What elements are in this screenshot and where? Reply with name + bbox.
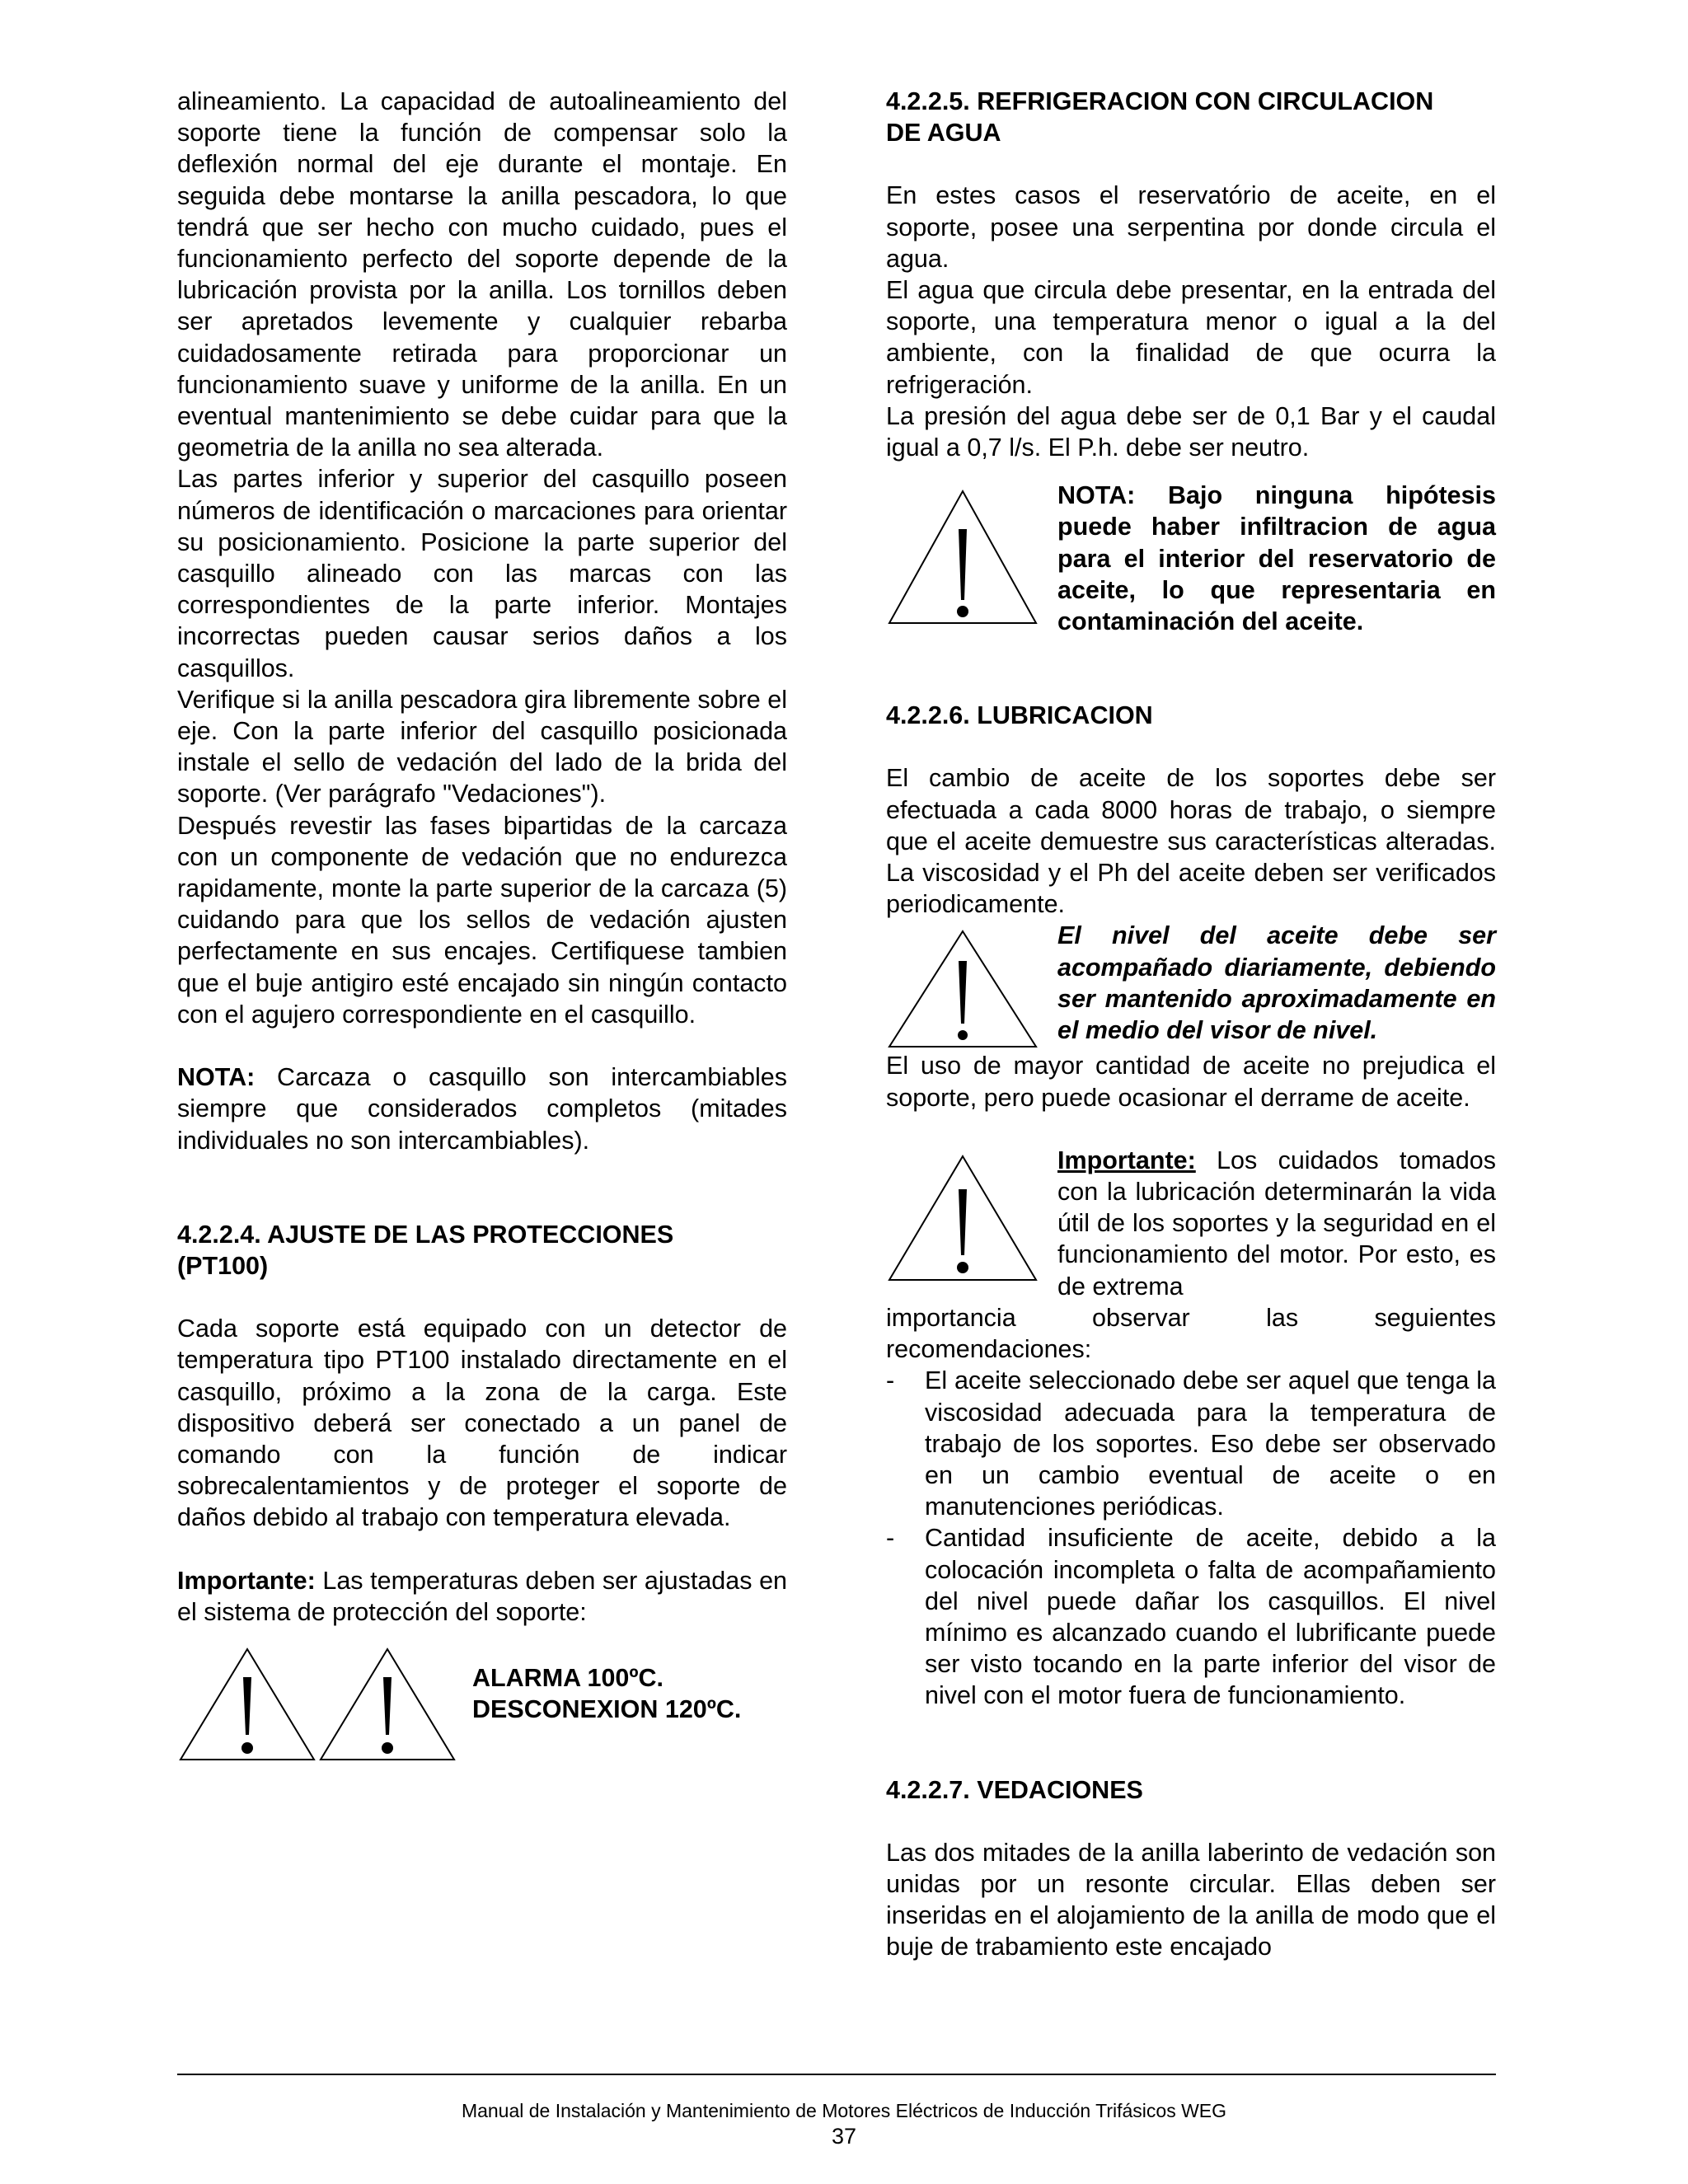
- nota-text: Carcaza o casquillo son intercambiables siempre que considerados completos (mitades individuales no son intercambiables).: [177, 1063, 787, 1155]
- left-column: [177, 86, 787, 1763]
- importante-text-right: Los cuidados tomados con la lubricación determinarán la vida útil de los soportes y la seguridad en el funcionamiento del motor. Por esto, es de extrema: [1057, 1146, 1496, 1301]
- importante-label-right: Importante:: [1057, 1146, 1196, 1174]
- footer-title: Manual de Instalación y Mantenimiento de Motores Eléctricos de Inducción Trifásicos WEG: [461, 2100, 1227, 2121]
- alarma-setting: ALARMA 100ºC.: [472, 1663, 664, 1692]
- paragraph-cambio-aceite: El cambio de aceite de los soportes debe ser efectuada a cada 8000 horas de trabajo, o siempre que el aceite demuestre sus características alteradas. La viscosidad y el Ph del aceite deben ser verificados periodicamente.: [886, 764, 1496, 919]
- list-item: [886, 1365, 1496, 1522]
- paragraph-serpentina: En estes casos el reservatório de aceite, en el soporte, posee una serpentina por donde circula el agua.: [886, 181, 1496, 273]
- paragraph-anilla-pescadora: Verifique si la anilla pescadora gira libremente sobre el eje. Con la parte inferior del casquillo posicionada instale el sello de vedación del lado de la brida del soporte. (Ver parágrafo "Vedaciones").: [177, 685, 787, 808]
- nota-agua-block: [886, 480, 1496, 637]
- importante-text: Las temperaturas deben ser ajustadas en el sistema de protección del soporte:: [177, 1566, 787, 1626]
- paragraph-pt100: Cada soporte está equipado con un detector de temperatura tipo PT100 instalado directamente en el casquillo, próximo a la zona de la carga. Este dispositivo deberá ser conectado a un panel de comando con la función de indicar sobrecalentamientos y de proteger el soporte de daños debido al trabajo con temperatura elevada.: [177, 1315, 787, 1532]
- nota-infiltracion: NOTA: Bajo ninguna hipótesis puede haber infiltracion de agua para el interior del reservatorio de aceite, lo que representaria en contaminación del aceite.: [1057, 481, 1496, 636]
- heading-4227: 4.2.2.7. VEDACIONES: [886, 1775, 1143, 1804]
- warning-triangle-icon: [177, 1646, 317, 1763]
- nota-intercambiables: [177, 1062, 787, 1156]
- list-item: [886, 1522, 1496, 1711]
- nota-label: NOTA:: [177, 1063, 256, 1092]
- warning-triangle-icon: [886, 486, 1039, 626]
- paragraph-mayor-cantidad: El uso de mayor cantidad de aceite no prejudica el soporte, pero puede ocasionar el derrame de aceite.: [886, 1052, 1496, 1112]
- bullet-cantidad-insuficiente: Cantidad insuficiente de aceite, debido a la colocación incompleta o falta de acompañamiento del nivel puede dañar los casquillos. El nivel mínimo es alcanzado cuando el lubrificante puede ser visto tocando en la parte inferior del visor de nivel con el motor fuera de funcionamiento.: [925, 1524, 1496, 1710]
- paragraph-agua-temperatura: El agua que circula debe presentar, en la entrada del soporte, una temperatura menor o igual a la del ambiente, con la finalidad de que ocurra la refrigeración.: [886, 276, 1496, 399]
- paragraph-vedaciones: Las dos mitades de la anilla laberinto de vedación son unidas por un resonte circular. Ellas deben ser inseridas en el alojamiento de la anilla de modo que el buje de trabamiento este encajado: [886, 1838, 1496, 1961]
- nivel-block: [886, 920, 1496, 1050]
- importante-temperaturas: [177, 1565, 787, 1628]
- dash-marker: -: [886, 1524, 895, 1553]
- nota-nivel-aceite: El nivel del aceite debe ser acompañado diariamente, debiendo ser mantenido aproximadamente en el medio del visor de nivel.: [1057, 921, 1496, 1045]
- desconexion-setting: DESCONEXION 120ºC.: [472, 1695, 742, 1724]
- paragraph-carcaza: Después revestir las fases bipartidas de la carcaza con un componente de vedación que no endurezca rapidamente, monte la parte superior de la carcaza (5) cuidando para que los sellos de vedación ajusten perfectamente en sus encajes. Certifiquese tambien que el buje antigiro esté encajado sin ningún contacto con el agujero correspondiente en el casquillo.: [177, 811, 787, 1029]
- paragraph-autoalineamiento: alineamiento. La capacidad de autoalineamiento del soporte tiene la función de compensar solo la deflexión normal del eje durante el montaje. En seguida debe montarse la anilla pescadora, lo que tendrá que ser hecho con mucho cuidado, pues el funcionamiento perfecto del soporte depende de la lubricación provista por la anilla. Los tornillos deben ser apretados levemente y cualquier rebarba cuidadosamente retirada para proporcionar un funcionamiento suave y uniforme de la anilla. En un eventual mantenimiento se debe cuidar para que la geometria de la anilla no sea alterada.: [177, 87, 787, 462]
- heading-4224: 4.2.2.4. AJUSTE DE LAS PROTECCIONES (PT100): [177, 1220, 674, 1280]
- dash-marker: -: [886, 1366, 895, 1395]
- warning-triangle-icon: [886, 1151, 1039, 1283]
- page-number: 37: [831, 2124, 857, 2149]
- importante-lubricacion: [1057, 1145, 1496, 1302]
- heading-4226: 4.2.2.6. LUBRICACION: [886, 701, 1153, 730]
- heading-4225: 4.2.2.5. REFRIGERACION CON CIRCULACION DE AGUA: [886, 87, 1434, 148]
- right-column: [886, 86, 1496, 1963]
- bullet-viscosidad: El aceite seleccionado debe ser aquel que tenga la viscosidad adecuada para la temperatura de trabajo de los soportes. Eso debe ser observado en un cambio eventual de aceite o en manutenciones periódicas.: [925, 1366, 1496, 1521]
- paragraph-partes-casquillo: Las partes inferior y superior del casquillo poseen números de identificación o marcaciones para orientar su posicionamiento. Posicione la parte superior del casquillo alineado con las marcas con las correspondientes de la parte inferior. Montajes incorrectas pueden causar serios daños a los casquillos.: [177, 465, 787, 682]
- warning-triangle-icon: [886, 926, 1039, 1050]
- paragraph-presion: La presión del agua debe ser de 0,1 Bar y el caudal igual a 0,7 l/s. El P.h. debe ser neutro.: [886, 401, 1496, 462]
- paragraph-recomendaciones: importancia observar las seguientes recomendaciones:: [886, 1303, 1496, 1364]
- importante-label: Importante:: [177, 1566, 316, 1595]
- warning-triangle-icon: [317, 1646, 457, 1763]
- importante-block: [886, 1145, 1496, 1302]
- alarm-block: [177, 1646, 787, 1763]
- footer-divider: [177, 2074, 1496, 2075]
